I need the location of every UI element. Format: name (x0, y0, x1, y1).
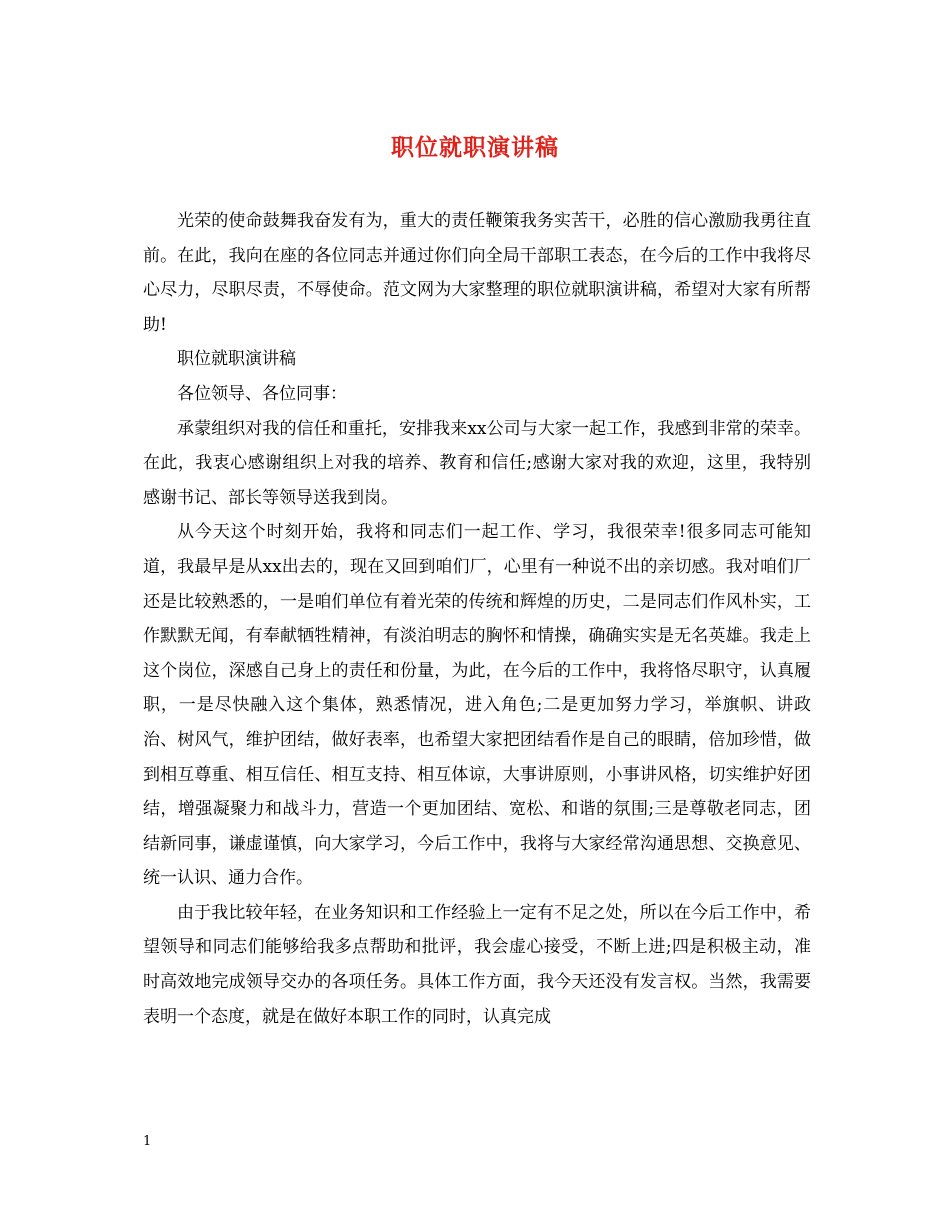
paragraph-thanks: 承蒙组织对我的信任和重托，安排我来xx公司与大家一起工作，我感到非常的荣幸。在此，我衷心感谢组织上对我的培养、教育和信任;感谢大家对我的欢迎，这里，我特别感谢书记、部长等领导送我到岗。 (143, 418, 811, 508)
paragraph-request: 由于我比较年轻，在业务知识和工作经验上一定有不足之处，所以在今后工作中，希望领导和同志们能够给我多点帮助和批评，我会虚心接受，不断上进;四是积极主动，准时高效地完成领导交办的各项任务。具体工作方面，我今天还没有发言权。当然，我需要表明一个态度，就是在做好本职工作的同时，认真完成 (143, 902, 811, 1027)
paragraph-intro: 光荣的使命鼓舞我奋发有为，重大的责任鞭策我务实苦干，必胜的信心激励我勇往直前。在此，我向在座的各位同志并通过你们向全局干部职工表态，在今后的工作中我将尽心尽力，尽职尽责，不辱使命。范文网为大家整理的职位就职演讲稿，希望对大家有所帮助! (143, 211, 811, 335)
document-title: 职位就职演讲稿 (391, 134, 559, 161)
paragraph-salutation: 各位领导、各位同事： (177, 383, 347, 404)
paragraph-subtitle: 职位就职演讲稿 (177, 349, 296, 370)
page-number: 1 (143, 1134, 152, 1149)
paragraph-commitment: 从今天这个时刻开始，我将和同志们一起工作、学习，我很荣幸!很多同志可能知道，我最早是从xx出去的，现在又回到咱们厂，心里有一种说不出的亲切感。我对咱们厂还是比较熟悉的，一是咱们单位有着光荣的传统和辉煌的历史，二是同志们作风朴实，工作默默无闻，有奉献牺牲精神，有淡泊明志的胸怀和情操，确确实实是无名英雄。我走上这个岗位，深感自己身上的责任和份量，为此，在今后的工作中，我将恪尽职守，认真履职，一是尽快融入这个集体，熟悉情况，进入角色;二是更加努力学习，举旗帜、讲政治、树风气，维护团结，做好表率，也希望大家把团结看作是自己的眼睛，倍加珍惜，做到相互尊重、相互信任、相互支持、相互体谅，大事讲原则，小事讲风格，切实维护好团结，增强凝聚力和战斗力，营造一个更加团结、宽松、和谐的氛围;三是尊敬老同志，团结新同事，谦虚谨慎，向大家学习，今后工作中，我将与大家经常沟通思想、交换意见、统一认识、通力合作。 (143, 522, 811, 889)
document-body (143, 204, 811, 1034)
